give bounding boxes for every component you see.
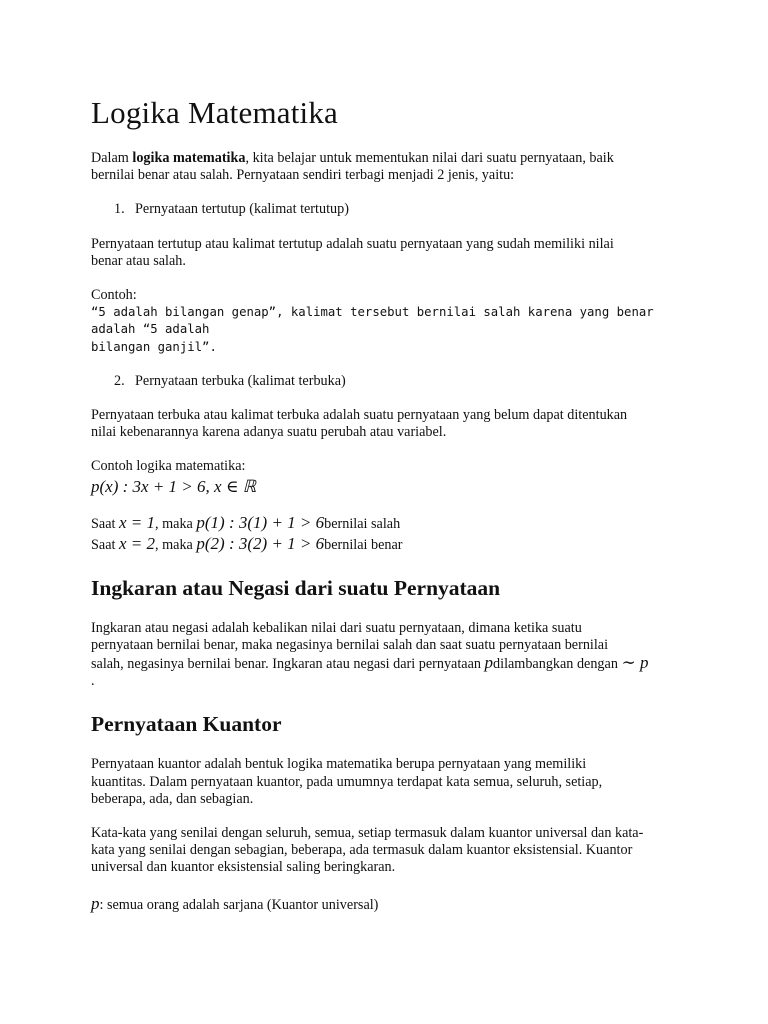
quantifier-example [91, 894, 691, 915]
example1-line2: bilangan ganjil”. [91, 339, 217, 354]
quantifier-example-var: p [91, 893, 100, 913]
quantifier-p2-line1: Kata-kata yang senilai dengan seluruh, semua, setiap termasuk dalam kuantor universal dan kata- [91, 825, 644, 842]
example2-case1 [91, 513, 691, 534]
list-number: 2. [114, 372, 125, 389]
quantifier-p1-line1: Pernyataan kuantor adalah bentuk logika matematika berupa pernyataan yang memiliki [91, 756, 587, 773]
example1-line1: “5 adalah bilangan genap”, kalimat tersebut bernilai salah karena yang benar adalah “5 adalah [91, 305, 654, 337]
example2-formula: p(x) : 3x + 1 > 6, x ∈ ℝ [91, 476, 257, 496]
intro-prefix: Dalam [91, 150, 133, 166]
case2-result: bernilai benar [324, 536, 403, 553]
quantifier-p2-line3: universal dan kuantor eksistensial saling beringkaran. [91, 859, 396, 876]
case1-saat: Saat [91, 515, 119, 532]
case1-var: x = 1 [118, 512, 156, 532]
example2-label: Contoh logika matematika: [91, 458, 246, 475]
intro-paragraph [91, 150, 691, 184]
closed-def-line2: benar atau salah. [91, 252, 186, 269]
case2-var: x = 2 [118, 533, 156, 553]
quantifier-heading: Pernyataan Kuantor [91, 712, 282, 737]
case1-maka: , maka [155, 515, 197, 532]
negation-symbol: ∼ p [621, 653, 649, 673]
quantifier-paragraph2 [91, 825, 691, 877]
intro-line2: bernilai benar atau salah. Pernyataan sendiri terbagi menjadi 2 jenis, yaitu: [91, 167, 515, 184]
intro-line1-rest: , kita belajar untuk mementukan nilai dari suatu pernyataan, baik [245, 150, 614, 166]
list-item-closed [114, 201, 691, 218]
negation-heading: Ingkaran atau Negasi dari suatu Pernyataan [91, 575, 501, 600]
list-item-text: Pernyataan terbuka (kalimat terbuka) [135, 372, 346, 389]
list-item-open [114, 373, 691, 390]
list-number: 1. [114, 201, 125, 218]
example1-text [91, 304, 691, 356]
negation-line3-text: salah, negasinya bernilai benar. Ingkaran atau negasi dari pernyataan [91, 656, 485, 673]
page-title: Logika Matematika [91, 95, 339, 130]
list-item-text: Pernyataan tertutup (kalimat tertutup) [135, 201, 349, 218]
closed-definition [91, 236, 691, 270]
quantifier-p1-line3: beberapa, ada, dan sebagian. [91, 790, 254, 807]
quantifier-p2-line2: kata yang senilai dengan sebagian, beberapa, ada termasuk dalam kuantor eksistensial. Kuantor [91, 842, 633, 859]
case1-formula: p(1) : 3(1) + 1 > 6 [196, 512, 325, 532]
negation-var: p [484, 653, 494, 673]
closed-def-line1: Pernyataan tertutup atau kalimat tertutup adalah suatu pernyataan yang sudah memiliki nilai [91, 235, 614, 252]
open-definition [91, 407, 691, 441]
open-def-line2: nilai kebenarannya karena adanya suatu perubah atau variabel. [91, 424, 447, 441]
document-page [91, 95, 691, 915]
negation-line4: . [91, 673, 95, 690]
example2-formula-line [91, 476, 691, 499]
case2-formula: p(2) : 3(2) + 1 > 6 [196, 533, 325, 553]
negation-paragraph [91, 620, 691, 691]
example2-case2 [91, 534, 691, 555]
case1-result: bernilai salah [324, 515, 401, 532]
example1-label: Contoh: [91, 287, 137, 304]
open-def-line1: Pernyataan terbuka atau kalimat terbuka adalah suatu pernyataan yang belum dapat ditentukan [91, 407, 628, 424]
negation-line1: Ingkaran atau negasi adalah kebalikan nilai dari suatu pernyataan, dimana ketika suatu [91, 619, 582, 636]
quantifier-example-text: : semua orang adalah sarjana (Kuantor universal) [99, 896, 379, 913]
intro-bold-term: logika matematika [132, 150, 246, 166]
negation-line2: pernyataan bernilai benar, maka negasinya bernilai salah dan saat suatu pernyataan bernilai [91, 636, 609, 653]
case2-maka: , maka [155, 536, 197, 553]
negation-line3-mid: dilambangkan dengan [493, 656, 622, 673]
quantifier-p1-line2: kuantitas. Dalam pernyataan kuantor, pada umumnya terdapat kata semua, seluruh, setiap, [91, 773, 603, 790]
quantifier-paragraph1 [91, 756, 691, 808]
case2-saat: Saat [91, 536, 119, 553]
